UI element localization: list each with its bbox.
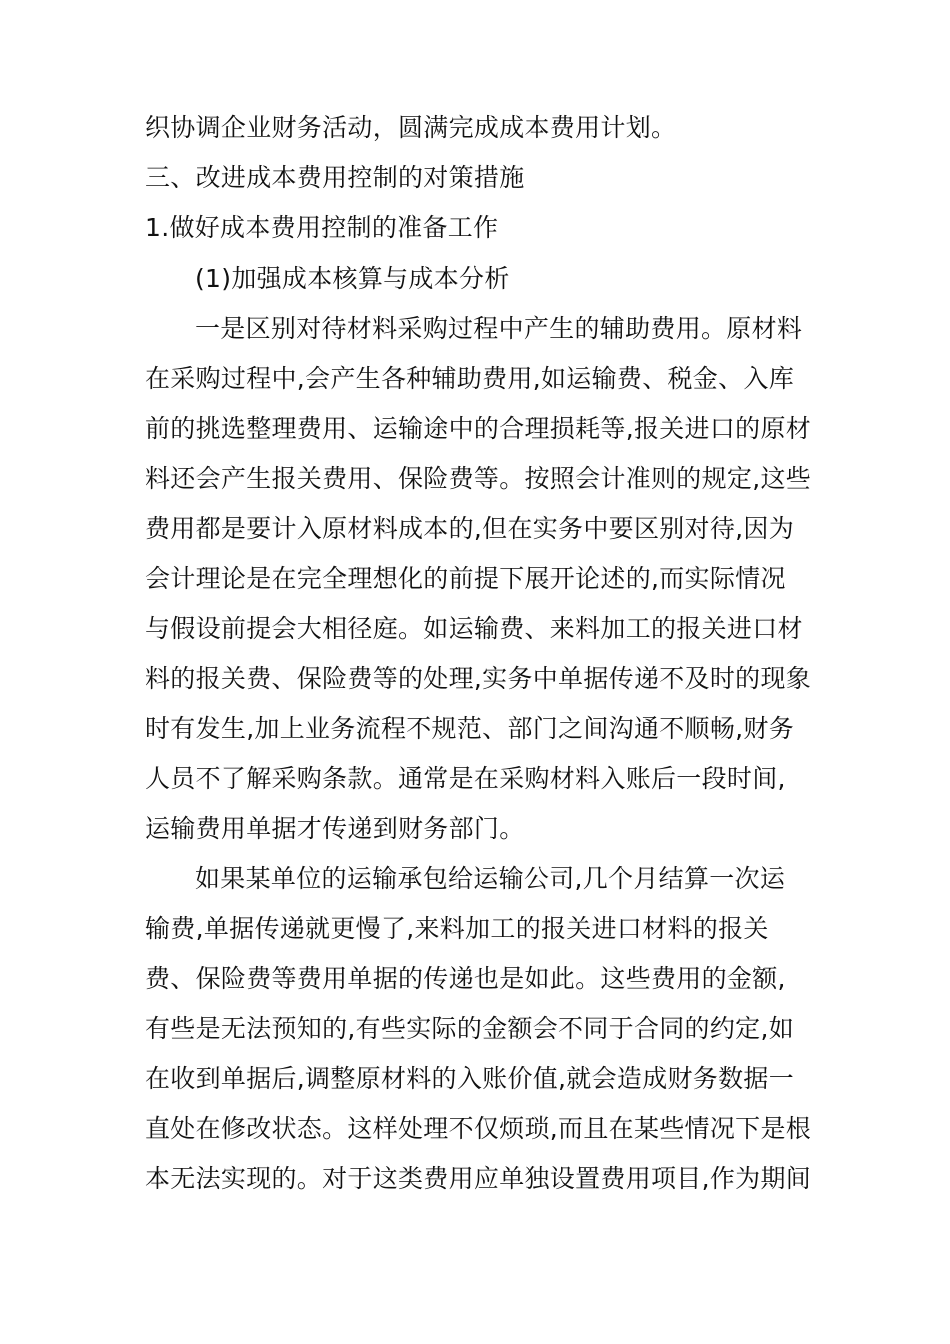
paragraph-line: 在收到单据后,调整原材料的入账价值,就会造成财务数据一 <box>145 1064 794 1093</box>
text-line: 织协调企业财务活动，圆满完成成本费用计划。 <box>145 113 677 142</box>
paragraph-line: 前的挑选整理费用、运输途中的合理损耗等,报关进口的原材 <box>145 414 812 443</box>
paragraph-line: 输费,单据传递就更慢了,来料加工的报关进口材料的报关 <box>145 914 769 943</box>
section-heading: 三、改进成本费用控制的对策措施 <box>145 163 525 192</box>
paragraph-line: 料的报关费、保险费等的处理,实务中单据传递不及时的现象 <box>145 664 812 693</box>
paragraph-line: 有些是无法预知的,有些实际的金额会不同于合同的约定,如 <box>145 1014 794 1043</box>
paragraph-line: 会计理论是在完全理想化的前提下展开论述的,而实际情况 <box>145 564 786 593</box>
sub-subsection-heading: (1)加强成本核算与成本分析 <box>195 264 510 293</box>
paragraph-line: 直处在修改状态。这样处理不仅烦琐,而且在某些情况下是根 <box>145 1114 812 1143</box>
paragraph-line: 人员不了解采购条款。通常是在采购材料入账后一段时间, <box>145 764 786 793</box>
paragraph-line: 在采购过程中,会产生各种辅助费用,如运输费、税金、入库 <box>145 364 794 393</box>
paragraph-line: 费用都是要计入原材料成本的,但在实务中要区别对待,因为 <box>145 514 794 543</box>
paragraph-line: 一是区别对待材料采购过程中产生的辅助费用。原材料 <box>195 314 803 343</box>
paragraph-line: 时有发生,加上业务流程不规范、部门之间沟通不顺畅,财务 <box>145 714 794 743</box>
subsection-heading: 1.做好成本费用控制的准备工作 <box>145 213 499 242</box>
paragraph-line: 如果某单位的运输承包给运输公司,几个月结算一次运 <box>195 864 786 893</box>
paragraph-line: 运输费用单据才传递到财务部门。 <box>145 814 525 843</box>
paragraph-line: 与假设前提会大相径庭。如运输费、来料加工的报关进口材 <box>145 614 803 643</box>
paragraph-line: 料还会产生报关费用、保险费等。按照会计准则的规定,这些 <box>145 464 812 493</box>
paragraph-line: 本无法实现的。对于这类费用应单独设置费用项目,作为期间 <box>145 1164 812 1193</box>
paragraph-line: 费、保险费等费用单据的传递也是如此。这些费用的金额, <box>145 964 786 993</box>
